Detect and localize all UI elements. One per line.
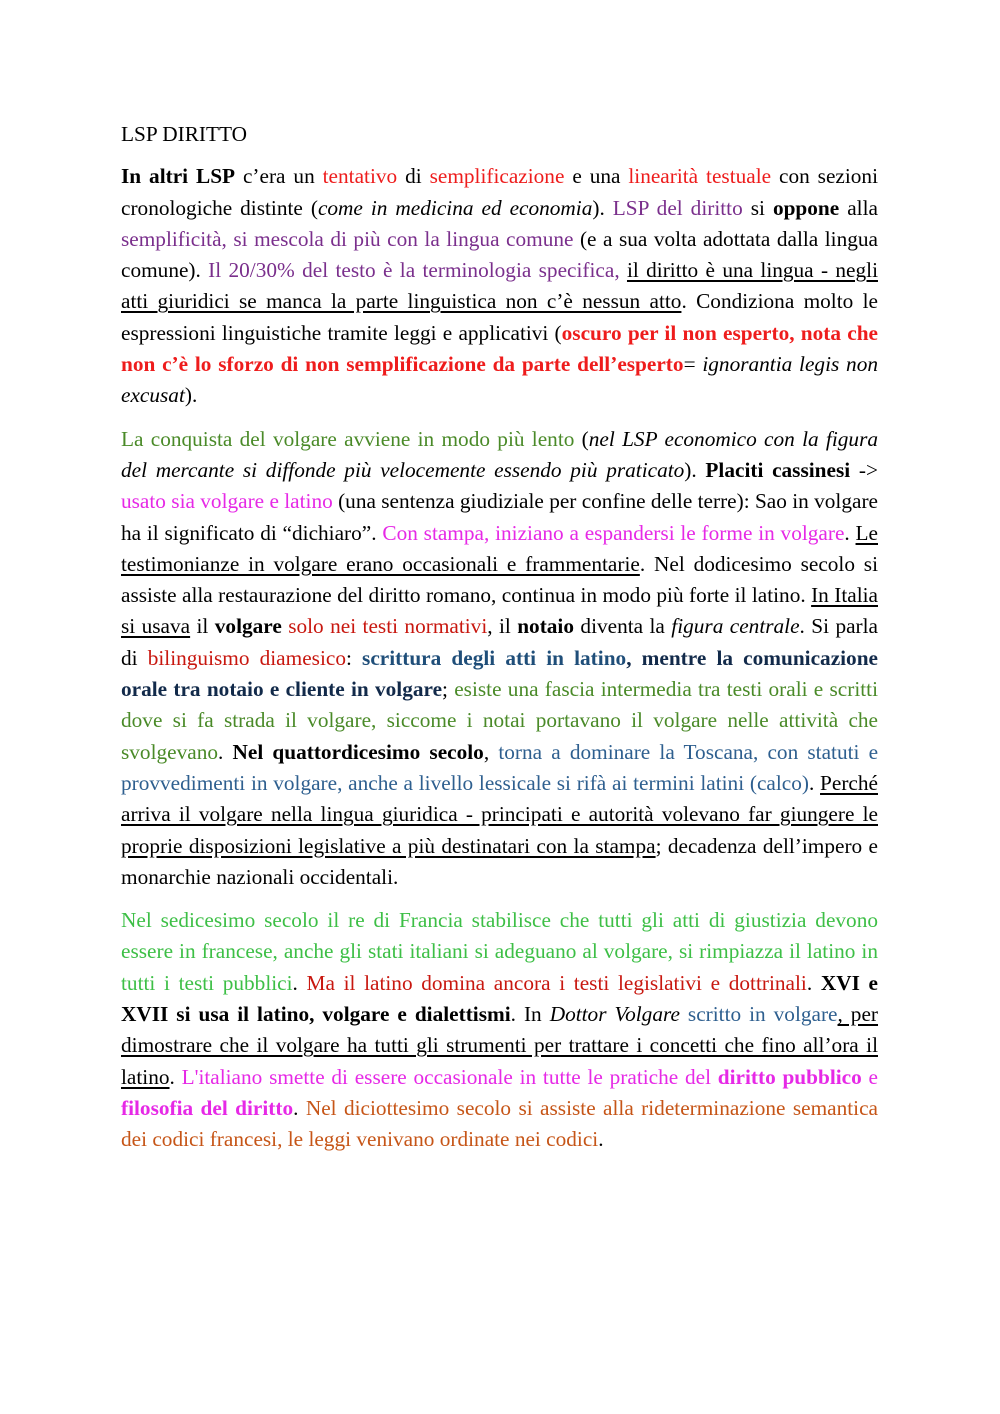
text-run: . — [808, 770, 821, 795]
text-run: La conquista del volgare avviene in modo più lento — [121, 426, 575, 451]
paragraph-3 — [121, 905, 878, 1155]
text-run: il — [190, 614, 215, 639]
text-run: con sezioni cronologiche distinte ( — [121, 164, 878, 220]
text-run: come in medicina ed economia — [317, 195, 593, 220]
text-run: Nel quattordicesimo secolo — [232, 739, 484, 764]
text-run: si — [742, 195, 773, 220]
text-run: Placiti cassinesi — [705, 457, 851, 482]
text-run: Nel diciottesimo secolo si assiste alla rideterminazione semantica dei codici francesi, le leggi venivano ordinate nei codici — [121, 1095, 878, 1152]
text-run: . — [806, 970, 821, 995]
text-run: ignorantia legis non excusat — [121, 352, 879, 408]
text-run: scritto in volgare — [687, 1002, 838, 1027]
text-run: , mentre la comunicazione orale tra notaio e cliente in volgare — [121, 645, 879, 702]
text-run: Con stampa, iniziano a espandersi le forme in volgare — [382, 520, 845, 545]
text-run: figura centrale — [671, 614, 800, 639]
text-run: Perché arriva il volgare nella lingua giuridica - principati e autorità volevano far giungere le proprie disposizioni legislative a più destinatari con la stampa — [121, 770, 878, 858]
text-run: . Si parla di — [121, 614, 879, 670]
text-run: In Italia si usava — [121, 583, 878, 639]
text-run: . Condiziona molto le espressioni linguistiche tramite leggi e applicativi ( — [121, 289, 878, 345]
paragraph-2 — [121, 424, 878, 893]
text-run: . — [293, 1095, 306, 1120]
text-run: ; decadenza dell’impero e monarchie nazionali occidentali. — [121, 833, 879, 889]
text-run: notaio — [517, 614, 575, 639]
text-run: : — [345, 645, 363, 670]
text-run: = — [683, 352, 703, 377]
text-run: L'italiano smette di essere occasionale in tutte le pratiche del — [181, 1064, 718, 1089]
text-run: LSP del diritto — [612, 195, 743, 220]
text-run: usato sia volgare e latino — [121, 489, 333, 514]
text-run: semplificazione — [429, 164, 565, 189]
text-run: . In — [510, 1002, 550, 1027]
text-run: . — [844, 520, 856, 545]
text-run: In altri LSP — [121, 164, 236, 189]
text-run: oppone — [772, 195, 840, 220]
text-run: alla — [839, 195, 878, 220]
text-run: ( — [574, 426, 589, 451]
text-run: , per dimostrare che il volgare ha tutti gli strumenti per trattare i concetti che fino all’ora il latino — [121, 1002, 879, 1089]
text-run: Dottor Volgare — [549, 1002, 680, 1027]
text-run: linearità testuale — [628, 164, 772, 189]
text-run: il diritto è una lingua - negli atti giuridici se manca la parte linguistica non c’è nessun atto — [121, 258, 878, 314]
text-run: ). — [184, 383, 198, 408]
text-run: tentativo — [322, 164, 398, 189]
text-run: ; — [442, 677, 455, 702]
text-run: (una sentenza giudiziale per confine delle terre): Sao in volgare ha il significato di “dichiaro”. — [121, 489, 878, 545]
document-page — [121, 119, 878, 1168]
text-run: . — [598, 1127, 604, 1152]
text-run: XVI e XVII si usa il latino, volgare e dialettismi — [121, 970, 878, 1027]
text-run: e — [861, 1064, 878, 1089]
text-run: ). — [684, 457, 706, 482]
text-run: scrittura degli atti in latino — [362, 645, 627, 670]
text-run — [680, 1002, 688, 1026]
text-run: (e a sua volta adottata dalla lingua comune). — [121, 226, 879, 283]
text-run: volgare — [214, 614, 282, 639]
text-run: oscuro per il non esperto, nota che non c’è lo sforzo di non semplificazione da parte dell’esperto — [121, 320, 878, 377]
text-run: diventa la — [574, 614, 672, 639]
paragraph-1 — [121, 161, 878, 411]
text-run: filosofia del diritto — [121, 1095, 294, 1120]
text-run: Ma il latino domina ancora i testi legislativi e dottrinali — [306, 970, 807, 995]
text-run: di — [397, 164, 430, 189]
text-run: Il 20/30% del testo è la terminologia specifica, — [208, 258, 627, 283]
text-run: , — [483, 739, 499, 764]
text-run: , il — [487, 614, 518, 639]
text-run: esiste una fascia intermedia tra testi orali e scritti dove si fa strada il volgare, siccome i notai portavano il volgare nelle attività che svolgevano — [121, 677, 878, 764]
document-title: LSP DIRITTO — [121, 122, 248, 146]
text-run: Nel sedicesimo secolo il re di Francia stabilisce che tutti gli atti di giustizia devono essere in francese, anche gli stati italiani si adeguano al volgare, si rimpiazza il latino in tutti i testi pubblici — [121, 908, 878, 995]
text-run: c’era un — [235, 164, 323, 189]
text-run: semplificità, si mescola di più con la lingua comune — [121, 226, 574, 251]
text-run: diritto pubblico — [717, 1064, 862, 1089]
text-run: nel LSP economico con la figura del mercante si diffonde più velocemente essendo più praticato — [121, 426, 879, 482]
text-run: . — [218, 739, 233, 764]
text-run: . — [169, 1064, 182, 1089]
text-run: . Nel dodicesimo secolo si assiste alla restaurazione del diritto romano, continua in modo più forte il latino. — [121, 551, 879, 608]
text-run: Le testimonianze in volgare erano occasionali e frammentarie — [121, 520, 878, 576]
text-run: bilinguismo diamesico — [147, 645, 346, 670]
text-run: -> — [850, 457, 878, 482]
text-run: e una — [564, 164, 629, 189]
text-run: solo nei testi normativi — [288, 614, 488, 639]
text-run: . — [292, 970, 307, 995]
text-run: ). — [592, 195, 613, 220]
text-run: torna a dominare la Toscana, con statuti e provvedimenti in volgare, anche a livello lessicale si rifà ai termini latini (calco) — [121, 739, 879, 795]
